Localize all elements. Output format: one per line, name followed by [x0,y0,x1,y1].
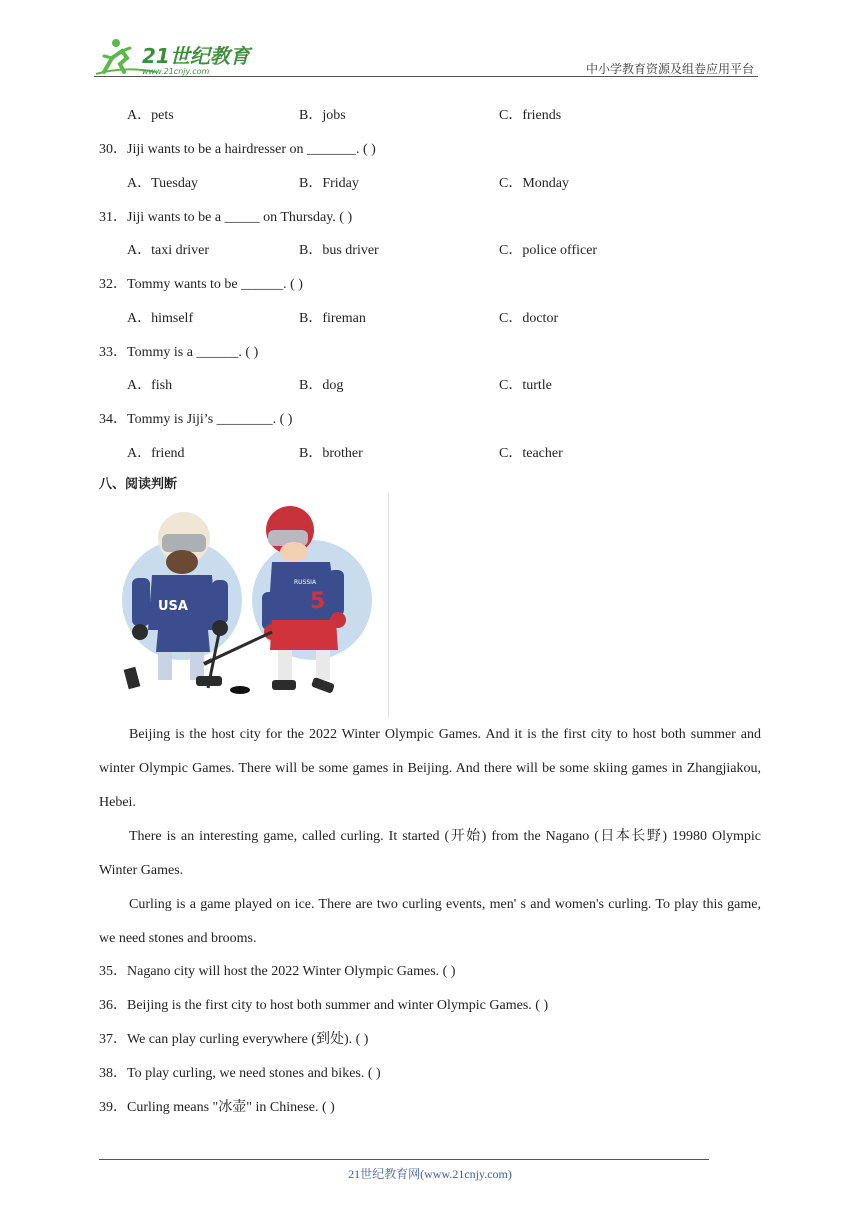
question-34: 34．Tommy is Jiji’s ________. ( ) [99,412,293,427]
question-31: 31．Jiji wants to be a _____ on Thursday. ( ) [99,210,353,225]
q31-option-a: A．taxi driver [127,243,210,258]
passage-paragraph-1: Beijing is the host city for the 2022 Winter Olympic Games. And it is the first city to host both summer and winter Olympic Games. There will be some games in Beijing. And there will be some skiing games in Zhangjiakou, Hebei. [99,727,761,810]
q33-option-b: B．dog [299,378,344,393]
passage-paragraph-3: Curling is a game played on ice. There are two curling events, men' s and women's curling. To play this game, we need stones and brooms. [99,897,761,946]
q30-option-c: C．Monday [499,176,569,191]
section-title: 八、阅读判断 [99,477,178,492]
q32-option-b: B．fireman [299,311,366,326]
q32-option-a: A．himself [127,311,194,326]
logo-text: 21世纪教育 [142,44,250,68]
question-36: 36．Beijing is the first city to host both summer and winter Olympic Games. ( ) [99,998,549,1013]
q31-option-b: B．bus driver [299,243,379,258]
q34-option-a: A．friend [127,446,185,461]
q31-option-c: C．police officer [499,243,598,258]
q29-option-c: C．friends [499,108,562,123]
header-divider [94,76,758,77]
header-logo [94,36,264,78]
header-platform-text: 中小学教育资源及组卷应用平台 [585,62,754,76]
question-38: 38．To play curling, we need stones and bikes. ( ) [99,1066,381,1081]
passage-paragraph-2: There is an interesting game, called curling. It started (开始) from the Nagano (日本长野) 19980 Olympic Winter Games. [99,829,761,878]
question-32: 32．Tommy wants to be ______. ( ) [99,277,303,292]
q30-option-a: A．Tuesday [127,176,199,191]
q34-option-c: C．teacher [499,446,563,461]
footer-text[interactable]: 21世纪教育网(www.21cnjy.com) [348,1167,512,1181]
hockey-illustration [112,500,382,715]
q34-option-b: B．brother [299,446,363,461]
q30-option-b: B．Friday [299,176,359,191]
footer-divider [99,1159,709,1160]
question-33: 33．Tommy is a ______. ( ) [99,345,259,360]
jersey-right-number: 5 [310,589,326,614]
question-39: 39．Curling means "冰壶" in Chinese. ( ) [99,1100,335,1115]
image-divider [388,492,389,718]
question-35: 35．Nagano city will host the 2022 Winter Olympic Games. ( ) [99,964,456,979]
jersey-right-label: RUSSIA [294,579,317,586]
question-30: 30．Jiji wants to be a hairdresser on _______. ( ) [99,142,376,157]
q32-option-c: C．doctor [499,311,559,326]
q29-option-a: A．pets [127,108,174,123]
q33-option-a: A．fish [127,378,173,393]
q33-option-c: C．turtle [499,378,552,393]
jersey-left-label: USA [158,599,188,614]
q29-option-b: B．jobs [299,108,346,123]
logo-url: www.21cnjy.com [142,67,210,76]
question-37: 37．We can play curling everywhere (到处). ( ) [99,1032,369,1047]
